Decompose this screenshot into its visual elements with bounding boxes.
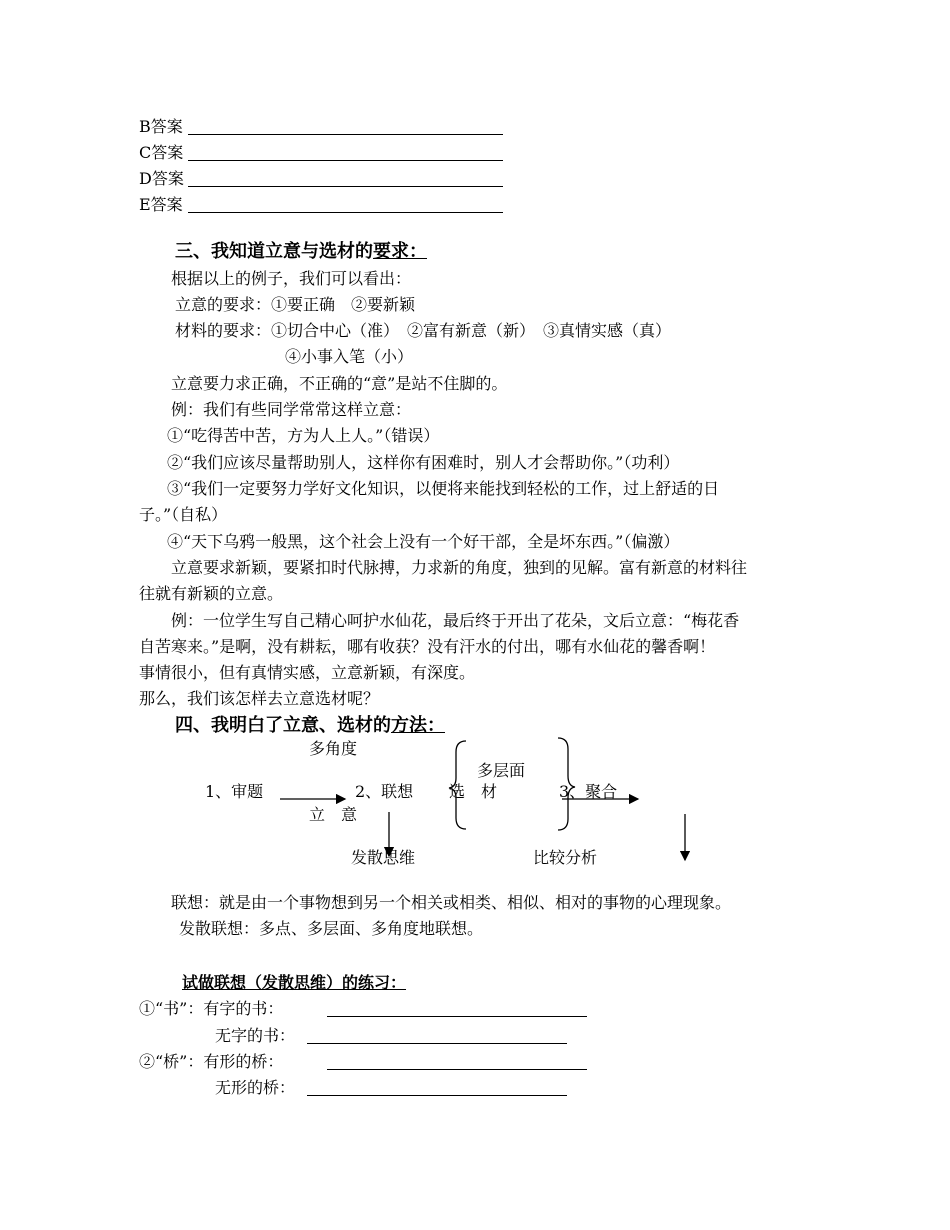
example-3-line-1: ③“我们一定要努力学好文化知识，以便将来能找到轻松的工作，过上舒适的日	[167, 479, 720, 498]
paragraph-4-line-2: 自苦寒来。”是啊，没有耕耘，哪有收获？没有汗水的付出，哪有水仙花的馨香啊！	[139, 637, 716, 656]
answer-e-label: E答案	[139, 195, 183, 214]
example-3-line-2: 子。”（自私）	[139, 505, 228, 524]
section-4-heading-underlined: 方法：	[391, 715, 445, 736]
multi-level-label: 多层面	[477, 761, 526, 780]
section-4-heading-text: 四、我明白了立意、选材的	[175, 715, 391, 736]
practice-row-1-line[interactable]	[327, 1016, 587, 1017]
divergent-definition: 发散联想：多点、多层面、多角度地联想。	[179, 919, 484, 938]
multi-angle-label: 多角度	[309, 739, 358, 758]
select-material-label: 选 材	[449, 782, 498, 801]
example-1: ①“吃得苦中苦，方为人上人。”（错误）	[167, 426, 440, 445]
paragraph-4-line-1: 例：一位学生写自己精心呵护水仙花，最后终于开出了花朵，文后立意：“梅花香	[171, 611, 740, 630]
material-requirements: 材料的要求：①切合中心（准） ②富有新意（新） ③真情实感（真）	[175, 321, 672, 340]
step-3-label: 3、聚合	[559, 782, 618, 801]
answer-c-label: C答案	[139, 143, 184, 162]
step-1-label: 1、审题	[205, 782, 264, 801]
practice-row-3-label: ②“桥”：有形的桥：	[139, 1052, 284, 1071]
example-4: ④“天下乌鸦一般黑，这个社会上没有一个好干部，全是坏东西。”（偏激）	[167, 532, 680, 551]
answer-b-label: B答案	[139, 117, 183, 136]
material-requirements-2: ④小事入笔（小）	[285, 347, 414, 366]
paragraph-3-line-1: 立意要求新颖，要紧扣时代脉搏，力求新的角度，独到的见解。富有新意的材料往	[171, 558, 748, 577]
practice-row-4-line[interactable]	[307, 1095, 567, 1096]
practice-row-1-label: ①“书”：有字的书：	[139, 999, 284, 1018]
paragraph-5: 那么，我们该怎样去立意选材呢？	[139, 689, 380, 708]
practice-row-2-label: 无字的书：	[215, 1026, 296, 1045]
idea-requirements: 立意的要求：①要正确 ②要新颖	[175, 295, 416, 314]
practice-row-2-line[interactable]	[307, 1043, 567, 1044]
paragraph-2: 例：我们有些同学常常这样立意：	[171, 400, 412, 419]
paragraph-4-line-3: 事情很小，但有真情实感，立意新颖，有深度。	[139, 663, 476, 682]
association-definition: 联想：就是由一个事物想到另一个相关或相类、相似、相对的事物的心理现象。	[171, 893, 732, 912]
step-2-label: 2、联想	[355, 782, 414, 801]
example-2: ②“我们应该尽量帮助别人，这样你有困难时，别人才会帮助你。”（功利）	[167, 453, 680, 472]
section-3-heading-text: 三、我知道立意与选材的	[175, 241, 373, 262]
comparative-analysis-label: 比较分析	[533, 848, 598, 867]
practice-row-3-line[interactable]	[327, 1069, 587, 1070]
paragraph-1: 立意要力求正确，不正确的“意”是站不住脚的。	[171, 374, 508, 393]
practice-row-4-label: 无形的桥：	[215, 1078, 296, 1097]
section-3-intro: 根据以上的例子，我们可以看出：	[171, 269, 412, 288]
answer-d-label: D答案	[139, 169, 184, 188]
section-3-heading-underlined: 要求：	[373, 241, 427, 262]
paragraph-3-line-2: 往就有新颖的立意。	[139, 584, 284, 603]
divergent-thinking-label: 发散思维	[351, 848, 416, 867]
idea-label: 立 意	[309, 805, 358, 824]
practice-title: 试做联想（发散思维）的练习：	[182, 973, 407, 992]
